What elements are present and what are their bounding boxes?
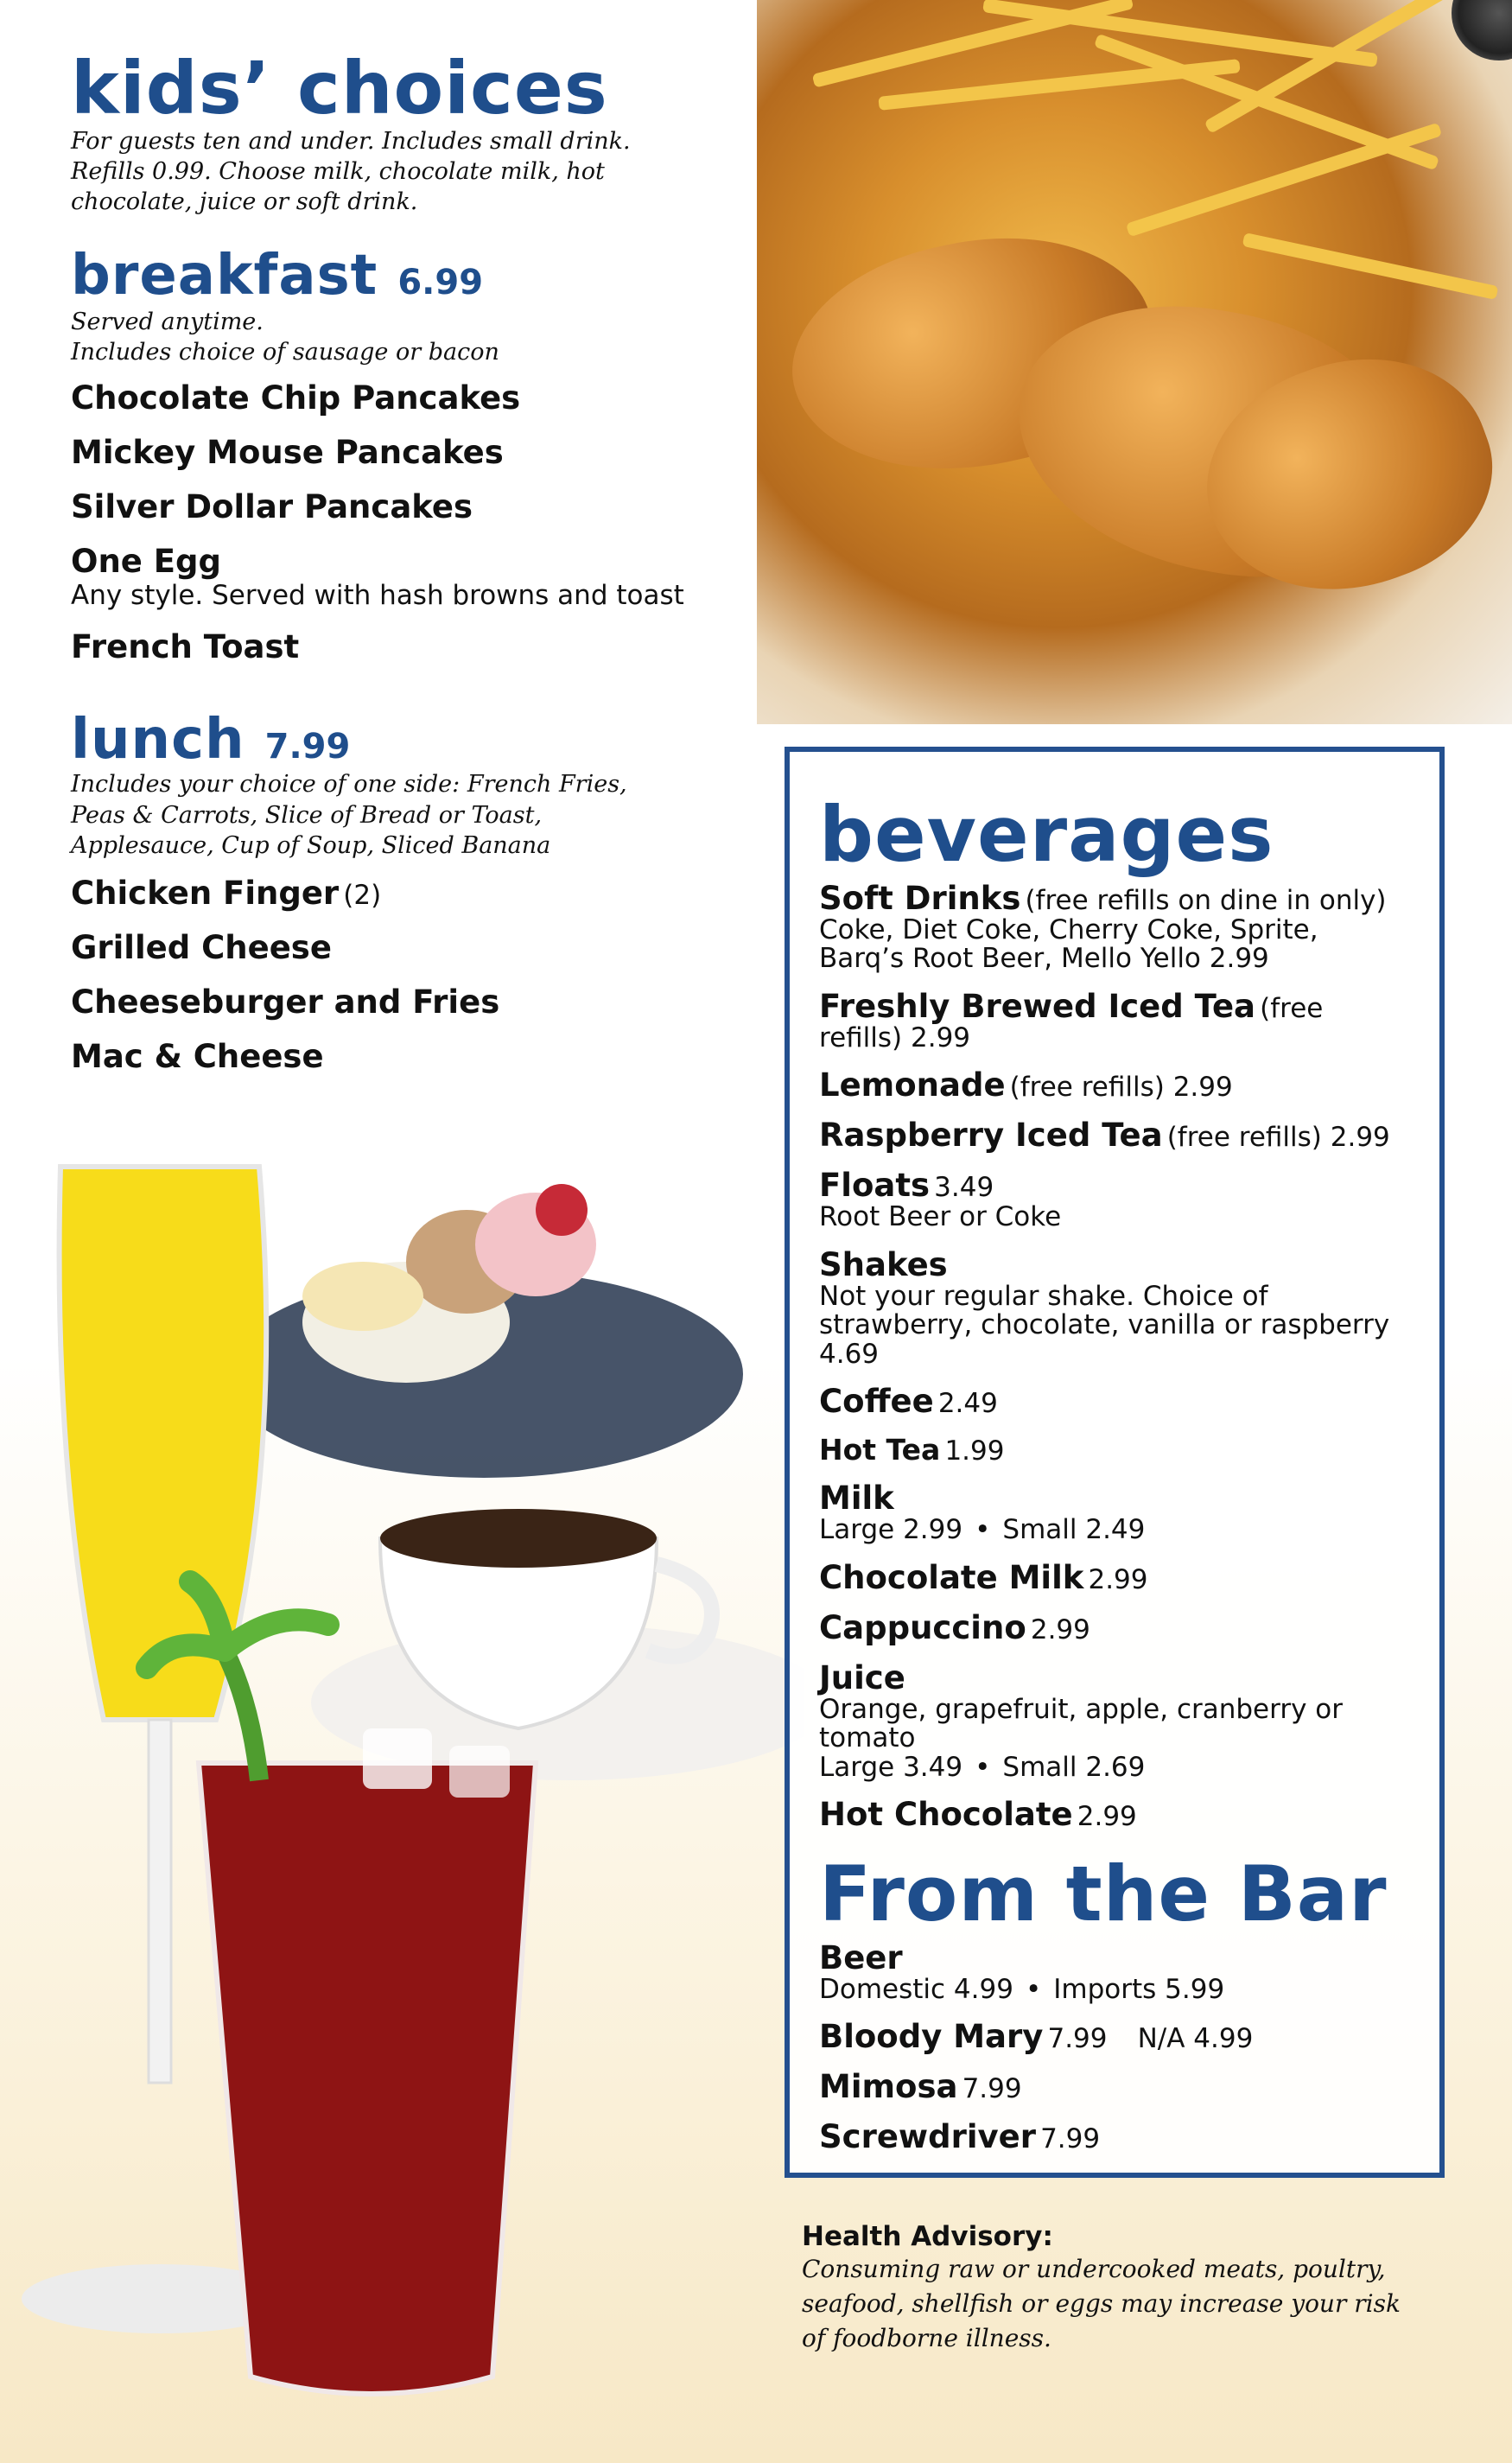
kids-title: kids’ choices [71, 46, 608, 130]
breakfast-price: 6.99 [397, 263, 484, 303]
list-item: Mac & Cheese [71, 1037, 324, 1075]
list-item: Chocolate Chip Pancakes [71, 379, 521, 417]
list-item: Silver Dollar Pancakes [71, 488, 473, 526]
list-item: Milk Large 2.99 • Small 2.49 [819, 1480, 1146, 1546]
breakfast-list [71, 379, 745, 665]
advisory-title: Health Advisory: [802, 2221, 1053, 2252]
bar-title: From the Bar [819, 1849, 1388, 1939]
list-item: Bloody Mary 7.99 N/A 4.99 [819, 2018, 1254, 2056]
list-item: Coffee 2.49 [819, 1383, 998, 1420]
lunch-list [71, 875, 745, 1075]
list-item: Chicken Finger (2) [71, 874, 382, 912]
list-item: Soft Drinks (free refills on dine in only) Coke, Diet Coke, Cherry Coke, Sprite, Barq’s Root Beer, Mello Yello 2.99 [819, 880, 1387, 975]
lunch-title: lunch [71, 708, 245, 773]
breakfast-description: Served anytime. Includes choice of sausage or bacon [71, 309, 499, 366]
drinks-dessert-photo [0, 1046, 804, 2463]
list-item: Cappuccino 2.99 [819, 1608, 1090, 1646]
health-advisory [802, 2221, 1424, 2355]
list-item: Grilled Cheese [71, 928, 332, 966]
list-item: Juice Orange, grapefruit, apple, cranberry or tomato Large 3.49 • Small 2.69 [819, 1658, 1343, 1783]
list-item: Mimosa 7.99 [819, 2068, 1022, 2106]
list-item: French Toast [71, 628, 300, 666]
list-item: Floats 3.49 Root Beer or Coke [819, 1167, 1062, 1233]
list-item: Beer Domestic 4.99 • Imports 5.99 [819, 1939, 1225, 2006]
kids-description: For guests ten and under. Includes small drink. Refills 0.99. Choose milk, chocolate milk, hot chocolate, juice or soft drink. [71, 128, 631, 216]
list-item: Lemonade (free refills) 2.99 [819, 1066, 1233, 1104]
list-item: Shakes Not your regular shake. Choice of strawberry, chocolate, vanilla or raspberry 4.69 [819, 1245, 1390, 1370]
list-item: One Egg Any style. Served with hash browns and toast [71, 543, 684, 612]
beverages-box [785, 747, 1445, 2178]
chicken-fries-photo [757, 0, 1512, 724]
beverages-title: beverages [819, 790, 1274, 879]
list-item: Hot Tea 1.99 [819, 1432, 1005, 1467]
list-item: Freshly Brewed Iced Tea (free refills) 2.99 [819, 987, 1324, 1053]
lunch-price: 7.99 [264, 727, 351, 767]
list-item: Screwdriver 7.99 [819, 2118, 1101, 2156]
breakfast-title: breakfast [71, 244, 378, 309]
list-item: Hot Chocolate 2.99 [819, 1796, 1137, 1834]
list-item: Chocolate Milk 2.99 [819, 1558, 1148, 1596]
list-item: Mickey Mouse Pancakes [71, 434, 504, 472]
lunch-description: Includes your choice of one side: French Fries, Peas & Carrots, Slice of Bread or Toast, Applesauce, Cup of Soup, Sliced Banana [71, 771, 627, 859]
advisory-body: Consuming raw or undercooked meats, poultry, seafood, shellfish or eggs may increase your risk of foodborne illness. [802, 2255, 1401, 2352]
sauce-cup [1452, 0, 1512, 60]
list-item: Raspberry Iced Tea (free refills) 2.99 [819, 1117, 1390, 1155]
list-item: Cheeseburger and Fries [71, 983, 500, 1021]
